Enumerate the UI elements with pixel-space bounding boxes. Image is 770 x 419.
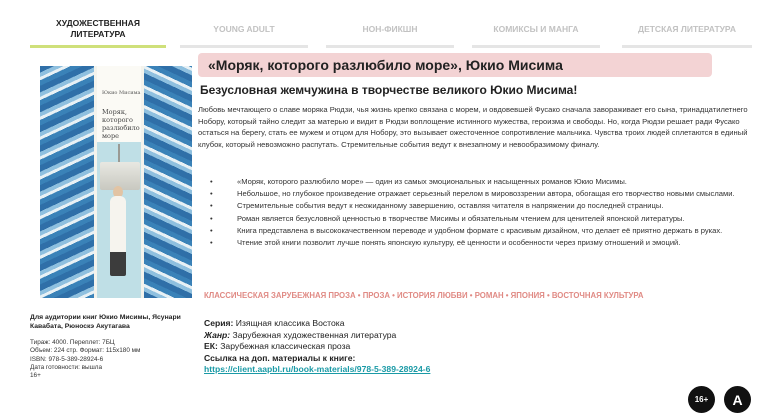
cover-author: Юкио Мисима	[102, 90, 141, 96]
list-item-text: Роман является безусловной ценностью в творчестве Мисимы и обязательным чтением для ценителей японской литературы.	[237, 213, 685, 223]
series-value: Изящная классика Востока	[235, 318, 345, 328]
category-tabs	[30, 12, 752, 46]
bullet-icon: •	[210, 177, 213, 186]
cover-strip	[94, 66, 97, 298]
tab-young-adult[interactable]	[180, 12, 308, 46]
genre-tags: КЛАССИЧЕСКАЯ ЗАРУБЕЖНАЯ ПРОЗА • ПРОЗА • ИСТОРИЯ ЛЮБВИ • РОМАН • ЯПОНИЯ • ВОСТОЧНАЯ КУЛЬТУРА	[204, 291, 644, 300]
spec-line: 16+	[30, 372, 41, 380]
list-item	[210, 176, 754, 187]
tab-label: ДЕТСКАЯ ЛИТЕРАТУРА	[638, 23, 736, 34]
tab-label: ХУДОЖЕСТВЕННАЯ ЛИТЕРАТУРА	[56, 18, 140, 39]
bullet-icon: •	[210, 201, 213, 211]
ek-label: ЕК:	[204, 341, 218, 351]
tab-underline	[472, 45, 600, 48]
book-title-banner	[198, 53, 712, 77]
genre-row	[204, 330, 430, 342]
cover-wave-pattern	[144, 66, 192, 298]
spec-line: Дата готовности: вышла	[30, 363, 103, 371]
tab-nonfiction[interactable]	[326, 12, 454, 46]
tab-fiction[interactable]	[30, 12, 166, 46]
cover-title: Моряк, которого разлюбило море	[102, 108, 140, 140]
ek-value: Зарубежная классическая проза	[220, 341, 351, 351]
book-description: Любовь мечтающего о славе моряка Рюдзи, чья жизнь крепко связана с морем, и овдовевшей Фусако сначала завораживает его сына, тринадцатилетнего Нобору, который тайно следит за матерью и видит в Рюдзи воплощение истинного мужества, героизма и свободы. Но, когда Рюдзи решает ради Фусако остаться на берегу, стать ее мужем и отцом для Нобору, это вызывает ожесточенное сопротивление мальчика. Чувства троих людей сплетаются в единый клубок, который невозможно распутать. Стремительные события ведут к внезапному и невообразимому финалу.	[198, 105, 748, 149]
bullet-icon: •	[210, 213, 213, 223]
list-item-text: Небольшое, но глубокое произведение отражает серьезный перелом в мировоззрении автора, обогащая его творчество новыми смыслами.	[237, 189, 735, 199]
age-rating-badge: 16+	[688, 386, 715, 413]
spec-line: Объем: 224 стр. Формат: 115x180 мм	[30, 347, 141, 355]
ek-row	[204, 341, 430, 353]
list-item	[210, 237, 754, 248]
tab-label: YOUNG ADULT	[213, 23, 275, 34]
tab-label: НОН-ФИКШН	[362, 23, 418, 34]
list-item-text: Чтение этой книги позволит лучше понять японскую культуру, её ценности и особенности через призму отношений и эмоций.	[237, 238, 681, 248]
list-item	[210, 200, 754, 211]
book-cover-image[interactable]	[40, 66, 192, 298]
tab-underline	[326, 45, 454, 48]
book-subtitle: Безусловная жемчужина в творчестве великого Юкио Мисима!	[200, 83, 578, 97]
list-item	[210, 225, 754, 236]
list-item	[210, 213, 754, 224]
list-item-text: «Моряк, которого разлюбило море» — один из самых эмоциональных и насыщенных романов Юкио Мисимы.	[237, 177, 627, 186]
spec-line: Тираж: 4000. Переплет: 7БЦ	[30, 339, 115, 346]
bullet-icon: •	[210, 225, 213, 235]
feature-list	[210, 176, 754, 249]
book-title: «Моряк, которого разлюбило море», Юкио Мисима	[208, 57, 563, 73]
materials-link[interactable]: https://client.aapbl.ru/book-materials/978-5-389-28924-6	[204, 364, 431, 374]
bullet-icon: •	[210, 238, 213, 248]
list-item	[210, 188, 754, 199]
book-specs	[30, 339, 190, 380]
materials-label: Ссылка на доп. материалы к книге:	[204, 352, 356, 363]
book-meta	[204, 318, 430, 376]
cover-center-panel	[94, 66, 144, 298]
genre-value: Зарубежная художественная литература	[232, 329, 397, 340]
tab-label: КОМИКСЫ И МАНГА	[493, 23, 579, 34]
series-row	[204, 318, 430, 330]
tab-childrens[interactable]	[622, 12, 752, 46]
bullet-icon: •	[210, 189, 213, 199]
target-audience: Для аудитории книг Юкио Мисимы, Ясунари Кавабата, Рюноскэ Акутагава	[30, 314, 181, 330]
series-label: Серия:	[204, 318, 234, 328]
list-item-text: Стремительные события ведут к неожиданному завершению, оставляя читателя в напряжении до последней страницы.	[237, 201, 664, 211]
tab-comics-manga[interactable]	[472, 12, 600, 46]
publisher-logo-icon[interactable]: A	[724, 386, 751, 413]
tab-underline	[622, 45, 752, 48]
cover-wave-pattern	[40, 66, 94, 298]
tab-underline	[30, 45, 166, 48]
genre-label: Жанр:	[204, 329, 231, 340]
sailor-illustration	[110, 196, 126, 276]
cover-strip	[141, 66, 144, 298]
tab-underline	[180, 45, 308, 48]
list-item-text: Книга представлена в высококачественном переводе и удобном формате с красивым дизайном, что делает её приятно держать в руках.	[237, 225, 723, 235]
spec-line: ISBN: 978-5-389-28924-6	[30, 355, 104, 363]
